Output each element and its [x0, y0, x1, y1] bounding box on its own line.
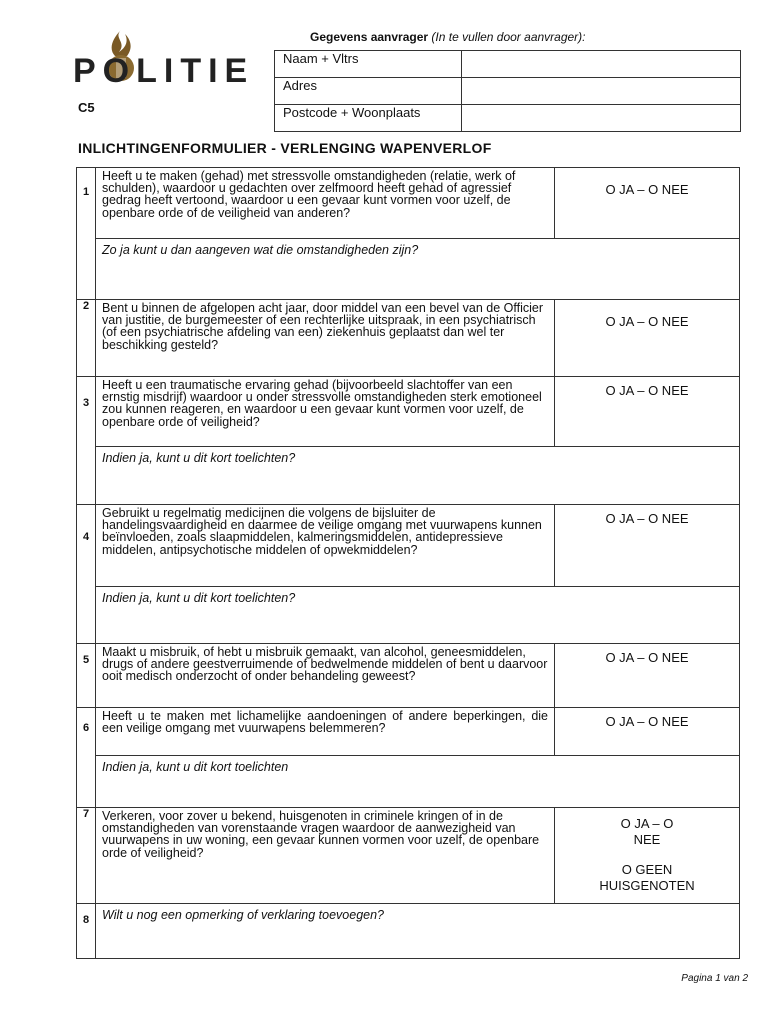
question-text: Gebruikt u regelmatig medicijnen die volgens de bijsluiter de handelingsvaardigheid en daarmee de veilige omgang met vuurwapens kunnen beïnvloeden, zoals slaapmiddelen, kalmeringsmiddelen, antidepressieve middelen, antipsychotische middelen of opwekmiddelen? [96, 505, 555, 587]
followup-field[interactable]: Zo ja kunt u dan aangeven wat die omstandigheden zijn? [96, 239, 740, 300]
questions-table [76, 167, 740, 959]
question-number: 1 [77, 168, 96, 300]
question-number: 8 [77, 904, 96, 959]
applicant-row-postcode [275, 105, 741, 132]
answer-options[interactable]: O JA – O NEE [555, 708, 740, 756]
question-text: Maakt u misbruik, of hebt u misbruik gemaakt, van alcohol, geneesmiddelen, drugs of andere geestverruimende of bedwelmende middelen of bent u daarvoor ooit medisch onderzocht of onder behandeling geweest? [96, 644, 555, 708]
question-row-6 [77, 708, 740, 756]
question-text: Heeft u een traumatische ervaring gehad (bijvoorbeeld slachtoffer van een ernstig misdrijf) waardoor u onder stressvolle omstandigheden sterk emotioneel zou kunnen reageren, en waardoor u een gevaar kunt vormen voor uzelf, de openbare orde of veiligheid? [96, 377, 555, 447]
answer-no-housemates: O GEEN [621, 862, 673, 877]
answer-options[interactable]: O JA – O NEE [555, 505, 740, 587]
applicant-heading [310, 30, 586, 44]
followup-row-1 [77, 239, 740, 300]
followup-row-3 [77, 447, 740, 505]
address-field[interactable] [462, 78, 741, 105]
answer-options[interactable]: O JA – O NEE [555, 644, 740, 708]
question-text: Bent u binnen de afgelopen acht jaar, door middel van een bevel van de Officier van justitie, de burgemeester of een rechterlijke uitspraak, in een psychiatrisch (of een psychiatrische afdeling van een) ziekenhuis geplaatst dan wel ter beschikking gesteld? [96, 300, 555, 377]
question-text: Heeft u te maken (gehad) met stressvolle omstandigheden (relatie, werk of schulden), waardoor u gedachten over zelfmoord heeft gehad of agressief gedrag heeft vertoond, waardoor u een gevaar kunt vormen voor uzelf, de openbare orde of de veiligheid van anderen? [96, 168, 555, 239]
question-number: 4 [77, 505, 96, 644]
answer-options[interactable] [555, 808, 740, 904]
question-row-7 [77, 808, 740, 904]
question-number: 5 [77, 644, 96, 708]
question-row-5 [77, 644, 740, 708]
name-label: Naam + Vltrs [275, 51, 462, 78]
answer-no-housemates-cont: HUISGENOTEN [599, 878, 695, 893]
question-number: 3 [77, 377, 96, 505]
logo-wordmark: POLITIE [73, 52, 255, 90]
form-code: C5 [78, 100, 95, 115]
question-text: Heeft u te maken met lichamelijke aandoeningen of andere beperkingen, die een veilige omgang met vuurwapens belemmeren? [96, 708, 555, 756]
question-text: Verkeren, voor zover u bekend, huisgenoten in criminele kringen of in de omstandigheden van vorenstaande vragen waardoor de aanwezigheid van vuurwapens in uw woning, een gevaar kunnen vormen voor uzelf, de openbare orde of veiligheid? [96, 808, 555, 904]
followup-field[interactable]: Indien ja, kunt u dit kort toelichten? [96, 447, 740, 505]
applicant-heading-note: (In te vullen door aanvrager): [431, 30, 586, 44]
question-row-1 [77, 168, 740, 239]
answer-options[interactable]: O JA – O NEE [555, 300, 740, 377]
question-number: 2 [77, 300, 96, 377]
followup-field[interactable]: Indien ja, kunt u dit kort toelichten [96, 756, 740, 808]
question-number: 6 [77, 708, 96, 808]
question-row-2 [77, 300, 740, 377]
question-row-8 [77, 904, 740, 959]
followup-field[interactable]: Indien ja, kunt u dit kort toelichten? [96, 587, 740, 644]
followup-row-4 [77, 587, 740, 644]
answer-options[interactable]: O JA – O NEE [555, 168, 740, 239]
address-label: Adres [275, 78, 462, 105]
question-row-4 [77, 505, 740, 587]
answer-yes-no-cont: NEE [633, 832, 661, 847]
applicant-table [274, 50, 741, 132]
page-number: Pagina 1 van 2 [681, 973, 748, 984]
followup-row-6 [77, 756, 740, 808]
name-field[interactable] [462, 51, 741, 78]
question-row-3 [77, 377, 740, 447]
postcode-label: Postcode + Woonplaats [275, 105, 462, 132]
applicant-row-name [275, 51, 741, 78]
question-number: 7 [77, 808, 96, 904]
answer-yes-no: O JA – O [620, 816, 674, 831]
postcode-field[interactable] [462, 105, 741, 132]
applicant-row-address [275, 78, 741, 105]
remarks-field[interactable]: Wilt u nog een opmerking of verklaring toevoegen? [96, 904, 740, 959]
form-title: INLICHTINGENFORMULIER - VERLENGING WAPENVERLOF [78, 140, 492, 156]
applicant-heading-label: Gegevens aanvrager [310, 30, 429, 44]
answer-options[interactable]: O JA – O NEE [555, 377, 740, 447]
